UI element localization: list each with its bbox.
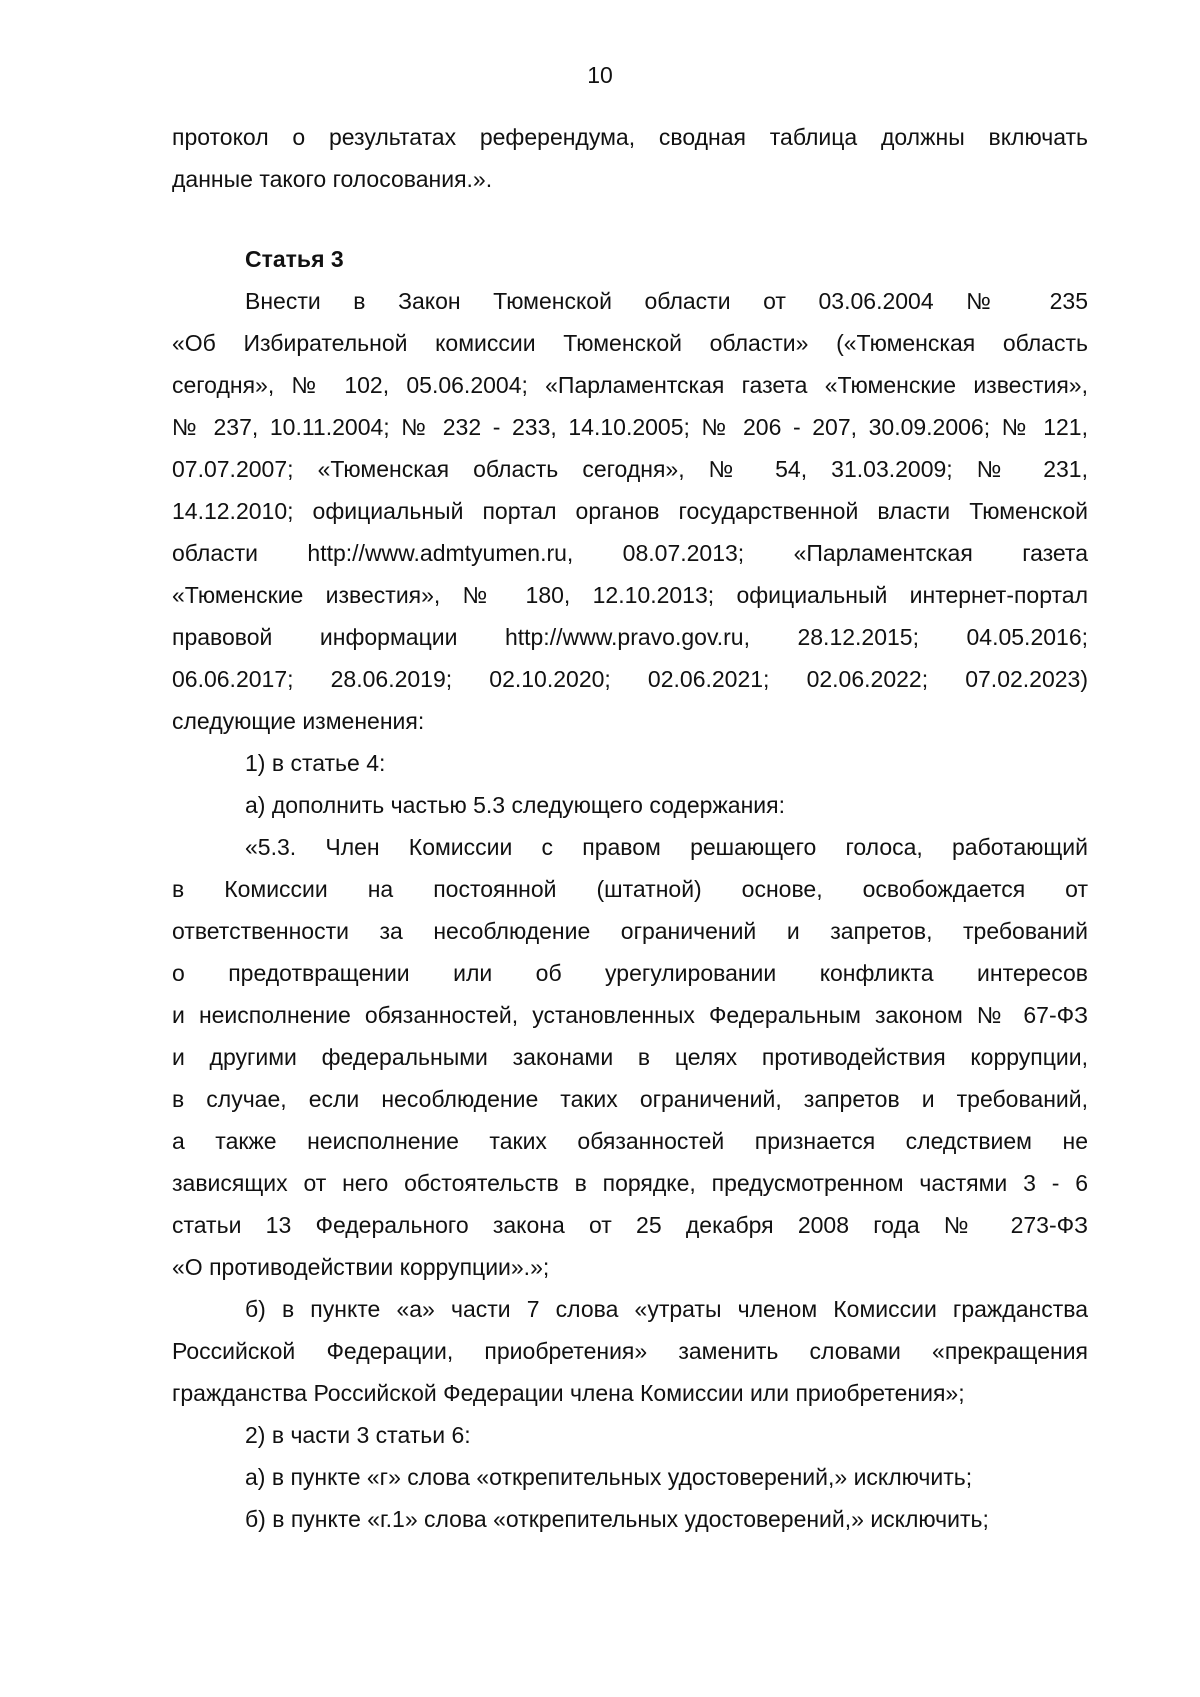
list-item-1: 1) в статье 4:	[245, 750, 386, 776]
text-line: 07.07.2007; «Тюменская область сегодня», № 54, 31.03.2009; № 231,	[172, 456, 1088, 482]
list-item-2: 2) в части 3 статьи 6:	[245, 1422, 471, 1448]
page-number: 10	[587, 62, 613, 88]
text-line: № 237, 10.11.2004; № 232 - 233, 14.10.2005; № 206 - 207, 30.09.2006; № 121,	[172, 414, 1088, 440]
text-line: о предотвращении или об урегулировании конфликта интересов	[172, 960, 1088, 986]
list-item-2b: б) в пункте «г.1» слова «открепительных удостоверений,» исключить;	[245, 1506, 989, 1532]
text-line: «5.3. Член Комиссии с правом решающего голоса, работающий	[245, 834, 1088, 860]
list-item-1b	[172, 1288, 1088, 1414]
text-line: протокол о результатах референдума, сводная таблица должны включать	[172, 124, 1088, 150]
article-heading: Статья 3	[245, 246, 344, 272]
text-line: зависящих от него обстоятельств в порядке, предусмотренном частями 3 - 6	[172, 1170, 1088, 1196]
text-line: «Об Избирательной комиссии Тюменской области» («Тюменская область	[172, 330, 1088, 356]
list-item-1a: а) дополнить частью 5.3 следующего содержания:	[245, 792, 785, 818]
intro-paragraph	[172, 116, 1088, 200]
text-line: 14.12.2010; официальный портал органов государственной власти Тюменской	[172, 498, 1088, 524]
text-line: «О противодействии коррупции».»;	[172, 1254, 550, 1280]
amendment-paragraph	[172, 280, 1088, 742]
text-line: правовой информации http://www.pravo.gov.ru, 28.12.2015; 04.05.2016;	[172, 624, 1088, 650]
text-line: ответственности за несоблюдение ограничений и запретов, требований	[172, 918, 1088, 944]
text-line: области http://www.admtyumen.ru, 08.07.2013; «Парламентская газета	[172, 540, 1088, 566]
text-line: а также неисполнение таких обязанностей признается следствием не	[172, 1128, 1088, 1154]
quoted-part-5-3	[172, 826, 1088, 1288]
text-line: данные такого голосования.».	[172, 166, 493, 192]
text-line: «Тюменские известия», № 180, 12.10.2013; официальный интернет-портал	[172, 582, 1088, 608]
spacer	[172, 200, 1088, 238]
text-line: статьи 13 Федерального закона от 25 декабря 2008 года № 273-ФЗ	[172, 1212, 1088, 1238]
text-line: 06.06.2017; 28.06.2019; 02.10.2020; 02.06.2021; 02.06.2022; 07.02.2023)	[172, 666, 1088, 692]
text-line: следующие изменения:	[172, 708, 425, 734]
text-line: Российской Федерации, приобретения» заменить словами «прекращения	[172, 1338, 1088, 1364]
text-line: и неисполнение обязанностей, установленных Федеральным законом № 67-ФЗ	[172, 1002, 1088, 1028]
text-line: и другими федеральными законами в целях противодействия коррупции,	[172, 1044, 1088, 1070]
list-item-2a: а) в пункте «г» слова «открепительных удостоверений,» исключить;	[245, 1464, 973, 1490]
text-line: б) в пункте «а» части 7 слова «утраты членом Комиссии гражданства	[245, 1296, 1088, 1322]
text-line: Внести в Закон Тюменской области от 03.06.2004 № 235	[245, 288, 1088, 314]
text-line: в Комиссии на постоянной (штатной) основе, освобождается от	[172, 876, 1088, 902]
text-line: в случае, если несоблюдение таких ограничений, запретов и требований,	[172, 1086, 1088, 1112]
document-body	[172, 116, 1088, 1540]
text-line: сегодня», № 102, 05.06.2004; «Парламентская газета «Тюменские известия»,	[172, 372, 1088, 398]
text-line: гражданства Российской Федерации члена Комиссии или приобретения»;	[172, 1380, 965, 1406]
